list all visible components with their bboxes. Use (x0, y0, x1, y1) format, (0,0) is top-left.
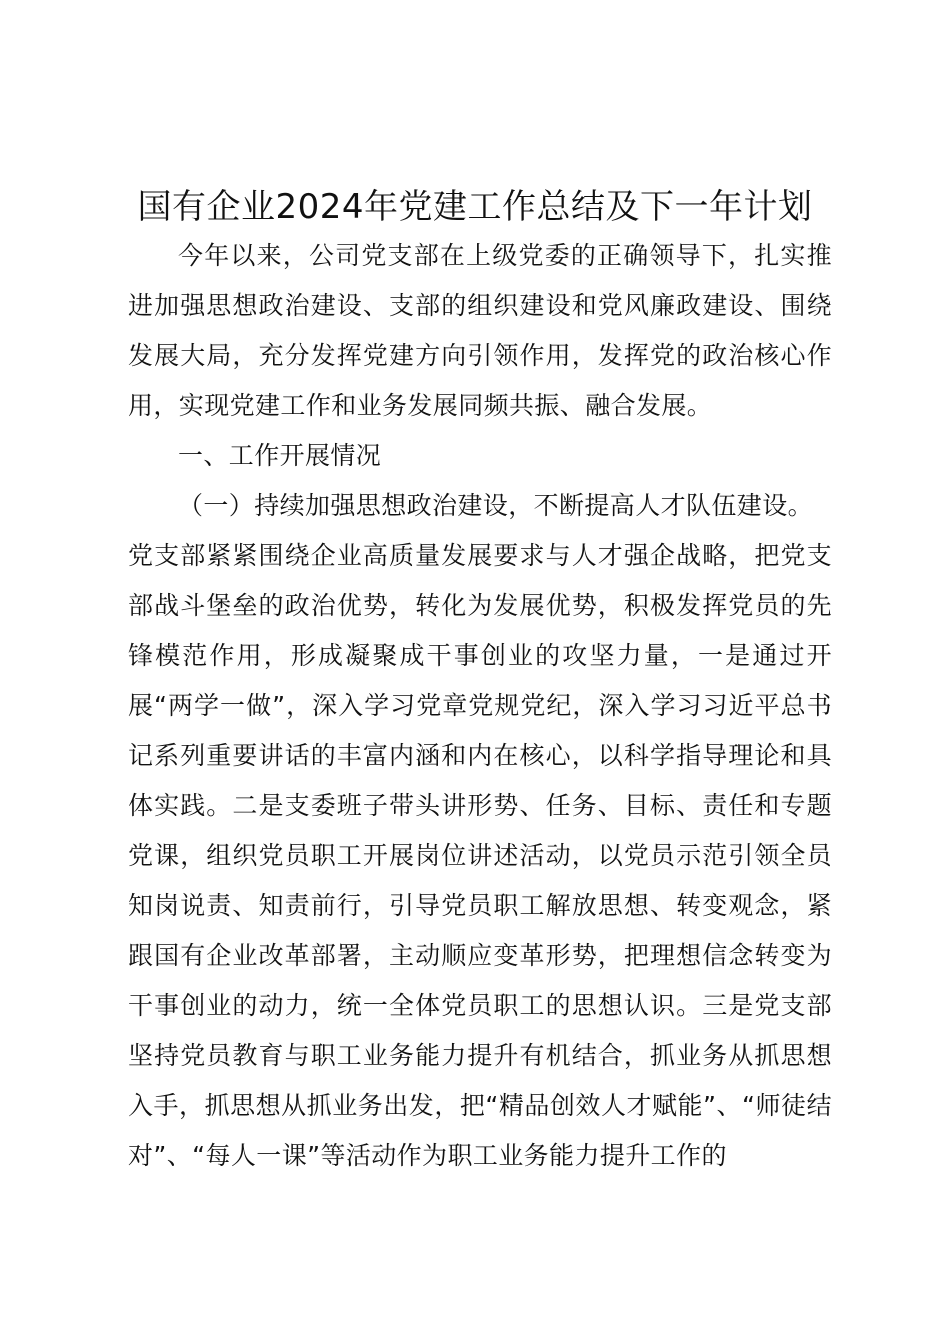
subsection-paragraph: 党支部紧紧围绕企业高质量发展要求与人才强企战略，把党支部战斗堡垒的政治优势，转化为发展优势，积极发挥党员的先锋模范作用，形成凝聚成干事创业的攻坚力量，一是通过开展“两学一做”，深入学习党章党规党纪，深入学习习近平总书记系列重要讲话的丰富内涵和内在核心，以科学指导理论和具体实践。二是支委班子带头讲形势、任务、目标、责任和专题党课，组织党员职工开展岗位讲述活动，以党员示范引领全员知岗说责、知责前行，引导党员职工解放思想、转变观念，紧跟国有企业改革部署，主动顺应变革形势，把理想信念转变为干事创业的动力，统一全体党员职工的思想认识。三是党支部坚持党员教育与职工业务能力提升有机结合，抓业务从抓思想入手，抓思想从抓业务出发，把“精品创效人才赋能”、“师徒结对”、“每人一课”等活动作为职工业务能力提升工作的 (128, 541, 832, 1170)
document-title: 国有企业2024年党建工作总结及下一年计划 (137, 187, 813, 227)
section-heading: 一、工作开展情况 (178, 441, 382, 470)
subsection-heading: （一）持续加强思想政治建设，不断提高人才队伍建设。 (178, 491, 814, 520)
document-body (128, 231, 832, 1181)
intro-paragraph: 今年以来，公司党支部在上级党委的正确领导下，扎实推进加强思想政治建设、支部的组织建设和党风廉政建设、围绕发展大局，充分发挥党建方向引领作用，发挥党的政治核心作用，实现党建工作和业务发展同频共振、融合发展。 (128, 241, 832, 420)
